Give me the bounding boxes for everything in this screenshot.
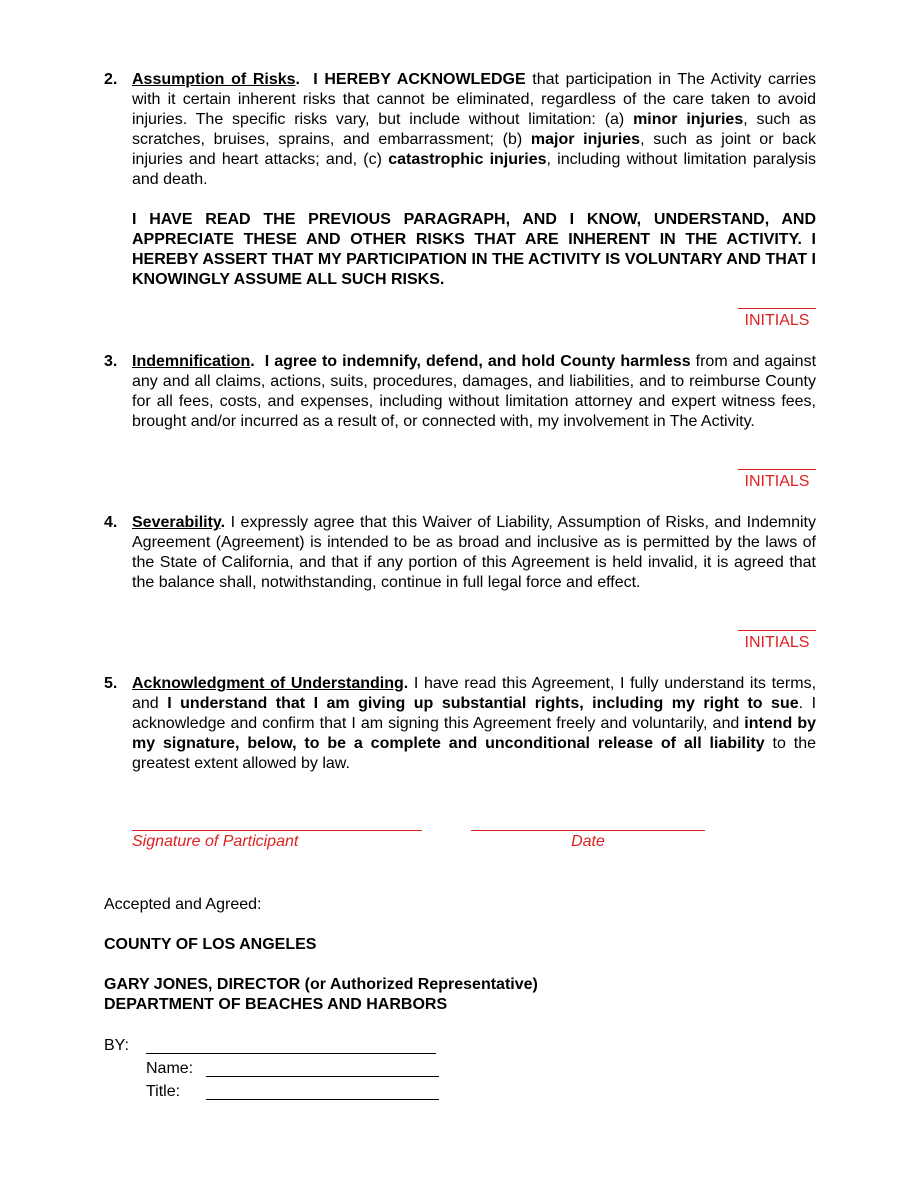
section-assumption-of-risks: [104, 70, 816, 290]
initials-field-3[interactable]: [738, 630, 816, 652]
section-paragraph: Indemnification. I agree to indemnify, defend, and hold County harmless from and against any and all claims, actions, suits, procedures, damages, and liabilities, and to reimburse County for all fees, costs, and expenses, including without limitation attorney and expert witness fees, brought and/or incurred as a result of, or connected with, my involvement in The Activity.: [132, 353, 817, 430]
initials-label: INITIALS: [744, 634, 810, 651]
name-label: Name:: [146, 1060, 194, 1077]
date-label: Date: [571, 833, 605, 850]
signature-label: Signature of Participant: [132, 833, 299, 850]
caps-acknowledgment: I HAVE READ THE PREVIOUS PARAGRAPH, AND I KNOW, UNDERSTAND, AND APPRECIATE THESE AND OTHER RISKS THAT ARE INHERENT IN THE ACTIVITY. I HEREBY ASSERT THAT MY PARTICIPATION IN THE ACTIVITY IS VOLUNTARY AND THAT I KNOWINGLY ASSUME ALL SUCH RISKS.: [132, 211, 816, 288]
section-number: 2.: [104, 71, 118, 88]
initials-line: [738, 469, 816, 470]
date-line: [471, 830, 705, 831]
section-number: 3.: [104, 353, 118, 370]
section-number: 4.: [104, 514, 118, 531]
section-heading: Acknowledgment of Understanding: [132, 675, 404, 692]
initials-label: INITIALS: [744, 312, 810, 329]
by-label: BY:: [104, 1037, 129, 1054]
by-signature-line[interactable]: [146, 1053, 436, 1054]
accepted-label: Accepted and Agreed:: [104, 896, 262, 913]
section-indemnification: [104, 352, 816, 432]
section-acknowledgment: [104, 674, 816, 774]
department-name: DEPARTMENT OF BEACHES AND HARBORS: [104, 996, 448, 1013]
section-number: 5.: [104, 675, 118, 692]
section-paragraph: Acknowledgment of Understanding. I have read this Agreement, I fully understand its terms, and I understand that I am giving up substantial rights, including my right to sue. I acknowledge and confirm that I am signing this Agreement freely and voluntarily, and intend by my signature, below, to be a complete and unconditional release of all liability to the greatest extent allowed by law.: [132, 675, 817, 772]
initials-line: [738, 308, 816, 309]
initials-field-1[interactable]: [738, 308, 816, 330]
signature-date-field[interactable]: [471, 830, 705, 851]
lead-bold-text: I agree to indemnify, defend, and hold County harmless: [264, 353, 691, 370]
initials-field-2[interactable]: [738, 469, 816, 491]
title-line[interactable]: [206, 1099, 439, 1100]
title-label: Title:: [146, 1083, 181, 1100]
lead-bold-text: I HEREBY ACKNOWLEDGE: [313, 71, 526, 88]
director-name: GARY JONES, DIRECTOR (or Authorized Representative): [104, 976, 538, 993]
section-severability: [104, 513, 816, 593]
section-heading: Indemnification: [132, 353, 251, 370]
signature-line: [132, 830, 422, 831]
section-paragraph: Severability. I expressly agree that this Waiver of Liability, Assumption of Risks, and Indemnity Agreement (Agreement) is intended to be as broad and inclusive as is permitted by the laws of the State of California, and that if any portion of this Agreement is held invalid, it is agreed that the balance shall, notwithstanding, continue in full legal force and effect.: [132, 514, 816, 591]
initials-line: [738, 630, 816, 631]
county-name: COUNTY OF LOS ANGELES: [104, 936, 317, 953]
section-paragraph: Assumption of Risks. I HEREBY ACKNOWLEDGE that participation in The Activity carries with it certain inherent risks that cannot be eliminated, regardless of the care taken to avoid injuries. The specific risks vary, but include without limitation: (a) minor injuries, such as scratches, bruises, sprains, and embarrassment; (b) major injuries, such as joint or back injuries and heart attacks; and, (c) catastrophic injuries, including without limitation paralysis and death.: [132, 71, 817, 188]
section-heading: Severability: [132, 514, 221, 531]
participant-signature-field[interactable]: [132, 830, 422, 851]
section-heading: Assumption of Risks: [132, 71, 296, 88]
name-line[interactable]: [206, 1076, 439, 1077]
initials-label: INITIALS: [744, 473, 810, 490]
